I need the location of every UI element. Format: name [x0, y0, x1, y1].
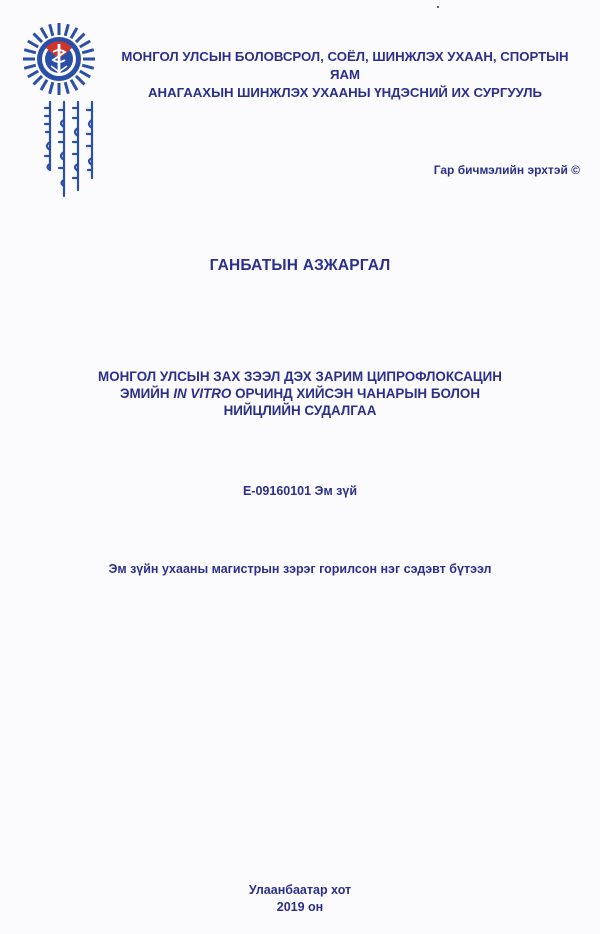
ministry-line-2: АНАГААХЫН ШИНЖЛЭХ УХААНЫ ҮНДЭСНИЙ ИХ СУРГУУЛЬ	[148, 85, 542, 100]
ministry-line-1: МОНГОЛ УЛСЫН БОЛОВСРОЛ, СОЁЛ, ШИНЖЛЭХ УХААН, СПОРТЫН ЯАМ	[121, 49, 569, 82]
year: 2019 он	[276, 900, 324, 914]
thesis-title	[60, 368, 540, 419]
rights-notice: Гар бичмэлийн эрхтэй ©	[433, 163, 580, 177]
mongolian-script-emblem	[36, 98, 106, 208]
place-and-year	[0, 882, 600, 916]
specialty-code: E-09160101 Эм зүй	[242, 484, 358, 498]
thesis-title-line-3: НИЙЦЛИЙН СУДАЛГАА	[223, 403, 377, 418]
degree-statement: Эм зүйн ухааны магистрын зэрэг горилсон нэг сэдэвт бүтээл	[108, 562, 492, 576]
scan-speck	[437, 6, 439, 8]
university-emblem-icon	[22, 22, 96, 96]
author-name: ГАНБАТЫН АЗЖАРГАЛ	[209, 257, 391, 274]
thesis-title-line-1: МОНГОЛ УЛСЫН ЗАХ ЗЭЭЛ ДЭХ ЗАРИМ ЦИПРОФЛОКСАЦИН	[98, 369, 502, 384]
thesis-title-in-vitro: IN VITRO	[173, 386, 232, 401]
ministry-header	[110, 48, 580, 102]
thesis-title-line-2-b: ОРЧИНД ХИЙСЭН ЧАНАРЫН БОЛОН	[231, 386, 481, 401]
city: Улаанбаатар хот	[248, 883, 352, 897]
thesis-title-line-2	[60, 385, 540, 402]
thesis-title-line-2-a: ЭМИЙН	[119, 386, 174, 401]
